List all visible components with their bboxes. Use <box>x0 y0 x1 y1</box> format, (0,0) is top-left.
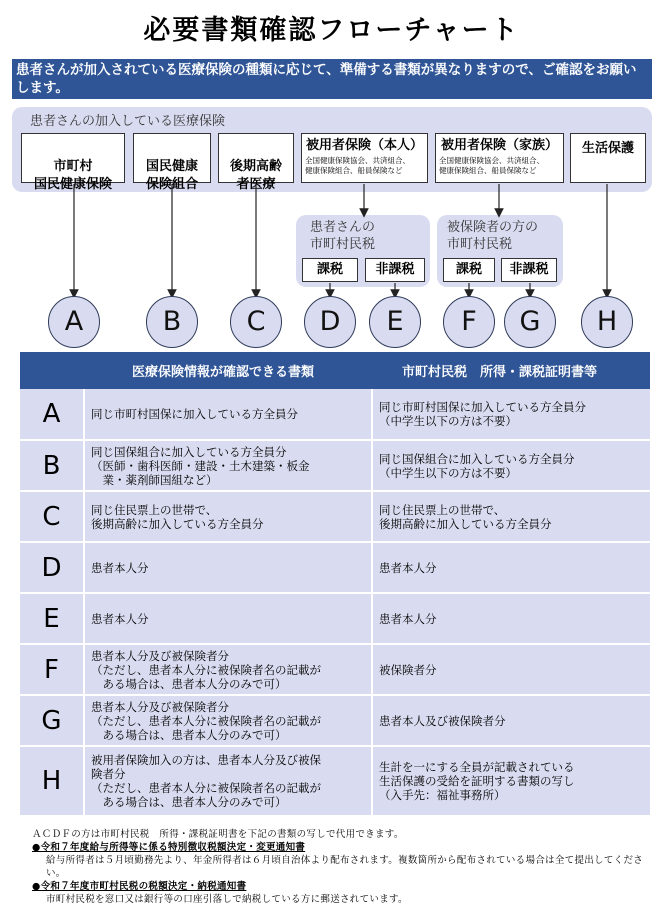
insurance-note: 全国健康保険協会、共済組合、 健康保険組合、船員保険など <box>305 156 410 175</box>
tax-doc-cell: 同じ国保組合に加入している方全員分 （中学生以下の方は不要） <box>372 440 650 491</box>
circle-a: A <box>48 296 100 348</box>
table-row <box>20 389 650 440</box>
tax-doc-cell: 患者本人分 <box>372 593 650 644</box>
row-key: B <box>20 440 84 491</box>
insured-tax-label: 被保険者の方の 市町村民税 <box>447 220 539 252</box>
footnotes <box>32 828 652 906</box>
row-key: F <box>20 644 84 695</box>
table-row <box>20 491 650 542</box>
insurance-label: 被用者保険（本人） <box>305 138 423 153</box>
note-body-2: 市町村民税を窓口又は銀行等の口座引落しで納税している方に郵送されています。 <box>46 894 408 905</box>
insurance-label: 被用者保険（家族） <box>440 138 558 153</box>
table-row <box>20 746 650 816</box>
table-header-insurance-docs: 医療保険情報が確認できる書類 <box>84 352 372 389</box>
patient-non-taxed-box: 非課税 <box>365 258 425 282</box>
table-row <box>20 440 650 491</box>
circle-f: F <box>443 296 495 348</box>
table-header-row <box>20 352 650 389</box>
row-key: H <box>20 746 84 816</box>
circle-c: C <box>230 296 282 348</box>
insurance-doc-cell: 同じ市町村国保に加入している方全員分 <box>84 389 372 440</box>
patient-taxed-box: 課税 <box>302 258 358 282</box>
patient-tax-label: 患者さんの 市町村民税 <box>310 220 376 252</box>
row-key: E <box>20 593 84 644</box>
tax-doc-cell: 患者本人及び被保険者分 <box>372 695 650 746</box>
table-row <box>20 542 650 593</box>
table-header-tax-docs: 市町村民税 所得・課税証明書等 <box>372 352 650 389</box>
note-body-1: 給与所得者は５月頃勤務先より、年金所得者は６月頃自治体より配布されます。複数箇所から配布されている場合は全て提出してください。 <box>46 855 644 879</box>
insurance-note: 全国健康保険協会、共済組合、 健康保険組合、船員保険など <box>439 156 544 175</box>
insurance-label: 国民健康 保険組合 <box>145 159 198 192</box>
table-header-key <box>20 352 84 389</box>
circle-e: E <box>369 296 421 348</box>
note-line-1: ＡＣＤＦの方は市町村民税 所得・課税証明書を下記の書類の写しで代用できます。 <box>32 829 404 840</box>
page-title: 必要書類確認フローチャート <box>143 15 520 46</box>
insurance-doc-cell: 患者本人分及び被保険者分 （ただし、患者本人分に被保険者名の記載が ある場合は、患者本人分のみで可） <box>84 695 372 746</box>
table-row <box>20 695 650 746</box>
circle-g: G <box>504 296 556 348</box>
insurance-label: 生活保護 <box>581 141 634 156</box>
required-documents-table <box>20 352 650 817</box>
row-key: G <box>20 695 84 746</box>
insurance-doc-cell: 同じ国保組合に加入している方全員分 （医師・歯科医師・建設・土木建築・板金 業・薬剤師国組など） <box>84 440 372 491</box>
row-key: A <box>20 389 84 440</box>
circle-b: B <box>146 296 198 348</box>
tax-doc-cell: 生計を一にする全員が記載されている 生活保護の受給を証明する書類の写し （入手先：福祉事務所） <box>372 746 650 816</box>
row-key: C <box>20 491 84 542</box>
insurance-doc-cell: 患者本人分及び被保険者分 （ただし、患者本人分に被保険者名の記載が ある場合は、患者本人分のみで可） <box>84 644 372 695</box>
table-row <box>20 644 650 695</box>
insurance-panel-label: 患者さんの加入している医療保険 <box>30 114 226 129</box>
table-row <box>20 593 650 644</box>
note-heading-1: ●令和７年度給与所得等に係る特別徴収税額決定・変更通知書 <box>32 842 306 853</box>
insured-non-taxed-box: 非課税 <box>501 258 557 282</box>
insurance-doc-cell: 同じ住民票上の世帯で、 後期高齢に加入している方全員分 <box>84 491 372 542</box>
insurance-doc-cell: 被用者保険加入の方は、患者本人分及び被保 険者分 （ただし、患者本人分に被保険者名の記載が ある場合は、患者本人分のみで可） <box>84 746 372 816</box>
insurance-doc-cell: 患者本人分 <box>84 542 372 593</box>
row-key: D <box>20 542 84 593</box>
insurance-doc-cell: 患者本人分 <box>84 593 372 644</box>
insurance-label: 市町村 国民健康保険 <box>33 159 112 192</box>
tax-doc-cell: 患者本人分 <box>372 542 650 593</box>
insurance-label: 後期高齢 者医療 <box>229 159 282 192</box>
circle-h: H <box>581 296 633 348</box>
circle-d: D <box>304 296 356 348</box>
tax-doc-cell: 同じ市町村国保に加入している方全員分 （中学生以下の方は不要） <box>372 389 650 440</box>
insured-taxed-box: 課税 <box>443 258 495 282</box>
tax-doc-cell: 同じ住民票上の世帯で、 後期高齢に加入している方全員分 <box>372 491 650 542</box>
tax-doc-cell: 被保険者分 <box>372 644 650 695</box>
intro-banner: 患者さんが加入されている医療保険の種類に応じて、準備する書類が異なりますので、ご確認をお願いします。 <box>12 59 652 99</box>
note-heading-2: ●令和７年度市町村民税の税額決定・納税通知書 <box>32 881 247 892</box>
